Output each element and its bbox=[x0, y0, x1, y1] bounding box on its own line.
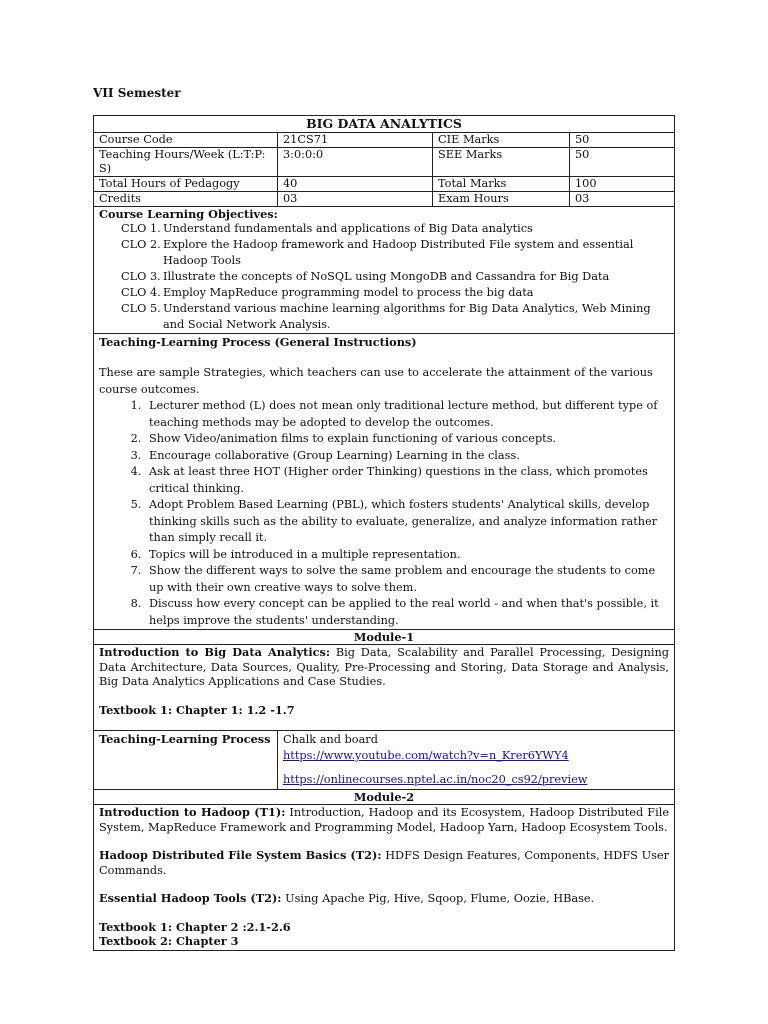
course-title: BIG DATA ANALYTICS bbox=[94, 116, 675, 133]
info-row bbox=[94, 177, 675, 192]
module-1-textbook: Textbook 1: Chapter 1: 1.2 -1.7 bbox=[99, 702, 295, 717]
info-label: Credits bbox=[94, 192, 278, 207]
youtube-link[interactable]: https://www.youtube.com/watch?v=n_Krer6YWY4 bbox=[283, 749, 569, 762]
list-item: 6. Topics will be introduced in a multiple representation. bbox=[145, 547, 669, 564]
list-item: 3. Encourage collaborative (Group Learning) Learning in the class. bbox=[145, 448, 669, 465]
info-label: Total Hours of Pedagogy bbox=[94, 177, 278, 192]
module-2-p2-text: HDFS Design Features, Components, HDFS User Commands. bbox=[99, 849, 669, 877]
info-value: 3:0:0:0 bbox=[278, 148, 433, 177]
info-label: CIE Marks bbox=[433, 133, 570, 148]
module-1-intro-heading: Introduction to Big Data Analytics: bbox=[99, 645, 331, 659]
list-item: 5. Adopt Problem Based Learning (PBL), which fosters students' Analytical skills, develop thinking skills such as the ability to evaluate, generalize, and analyze information rather than simply recall it. bbox=[145, 497, 669, 547]
list-item: 1. Lecturer method (L) does not mean only traditional lecture method, but different type of teaching methods may be adopted to develop the outcomes. bbox=[145, 398, 669, 431]
module-2-content bbox=[94, 805, 675, 951]
info-value: 50 bbox=[570, 148, 675, 177]
module-2-p1-heading: Introduction to Hadoop (T1): bbox=[99, 805, 286, 819]
objective-item: CLO 4. Employ MapReduce programming model to process the big data bbox=[121, 286, 534, 299]
info-value: 03 bbox=[278, 192, 433, 207]
objectives-cell bbox=[94, 207, 675, 334]
semester-label: VII Semester bbox=[93, 86, 181, 100]
module-1-content bbox=[94, 645, 675, 731]
module-1-tlp-label: Teaching-Learning Process bbox=[99, 732, 271, 746]
list-item: 2. Show Video/animation films to explain functioning of various concepts. bbox=[145, 431, 669, 448]
info-value: 100 bbox=[570, 177, 675, 192]
info-label: Teaching Hours/Week (L:T:P: S) bbox=[94, 148, 278, 177]
module-2-p3-heading: Essential Hadoop Tools (T2): bbox=[99, 891, 282, 905]
module-2-p2-heading: Hadoop Distributed File System Basics (T2): bbox=[99, 848, 382, 862]
info-row bbox=[94, 148, 675, 177]
objective-item: CLO 1. Understand fundamentals and applications of Big Data analytics bbox=[121, 222, 533, 235]
info-row bbox=[94, 133, 675, 148]
info-value: 21CS71 bbox=[278, 133, 433, 148]
info-label: Course Code bbox=[94, 133, 278, 148]
module-1-intro-text: Big Data, Scalability and Parallel Processing, Designing Data Architecture, Data Sources, Quality, Pre-Processing and Storing, Data Storage and Analysis, Big Data Analytics Applications and Case Studies. bbox=[99, 646, 670, 688]
nptel-link[interactable]: https://onlinecourses.nptel.ac.in/noc20_cs92/preview bbox=[283, 773, 588, 786]
objective-item: CLO 2. Explore the Hadoop framework and Hadoop Distributed File system and essential Hadoop Tools bbox=[121, 238, 634, 267]
syllabus-table bbox=[93, 115, 675, 951]
module-2-title: Module-2 bbox=[94, 790, 675, 805]
tlp-intro: These are sample Strategies, which teachers can use to accelerate the attainment of the various course outcomes. bbox=[99, 366, 653, 396]
list-item: 7. Show the different ways to solve the same problem and encourage the students to come up with their own creative ways to solve them. bbox=[145, 563, 669, 596]
list-item: 4. Ask at least three HOT (Higher order Thinking) questions in the class, which promotes critical thinking. bbox=[145, 464, 669, 497]
module-2-p1-text: Introduction, Hadoop and its Ecosystem, Hadoop Distributed File System, MapReduce Framework and Programming Model, Hadoop Yarn, Hadoop Ecosystem Tools. bbox=[99, 806, 670, 834]
info-label: Exam Hours bbox=[433, 192, 570, 207]
info-label: SEE Marks bbox=[433, 148, 570, 177]
tlp-general-cell bbox=[94, 334, 675, 630]
info-value: 03 bbox=[570, 192, 675, 207]
info-value: 50 bbox=[570, 133, 675, 148]
list-item: 8. Discuss how every concept can be applied to the real world - and when that's possible, it helps improve the students' understanding. bbox=[145, 596, 669, 629]
tlp-list bbox=[99, 398, 669, 629]
info-label: Total Marks bbox=[433, 177, 570, 192]
objectives-heading: Course Learning Objectives: bbox=[99, 207, 278, 221]
objective-item: CLO 3. Illustrate the concepts of NoSQL using MongoDB and Cassandra for Big Data bbox=[121, 270, 610, 283]
module-2-p3-text: Using Apache Pig, Hive, Sqoop, Flume, Oozie, HBase. bbox=[281, 892, 595, 905]
module-1-tlp-text: Chalk and board bbox=[283, 733, 378, 746]
module-1-tlp-label-cell bbox=[94, 731, 278, 790]
tlp-heading: Teaching-Learning Process (General Instructions) bbox=[99, 335, 417, 349]
module-2-textbook-1: Textbook 1: Chapter 2 :2.1-2.6 bbox=[99, 919, 291, 934]
info-row bbox=[94, 192, 675, 207]
module-1-tlp-cell bbox=[278, 731, 675, 790]
module-2-textbook-2: Textbook 2: Chapter 3 bbox=[99, 934, 239, 948]
info-value: 40 bbox=[278, 177, 433, 192]
module-1-title: Module-1 bbox=[94, 630, 675, 645]
objective-item: CLO 5. Understand various machine learning algorithms for Big Data Analytics, Web Mining and Social Network Analysis. bbox=[121, 302, 651, 331]
